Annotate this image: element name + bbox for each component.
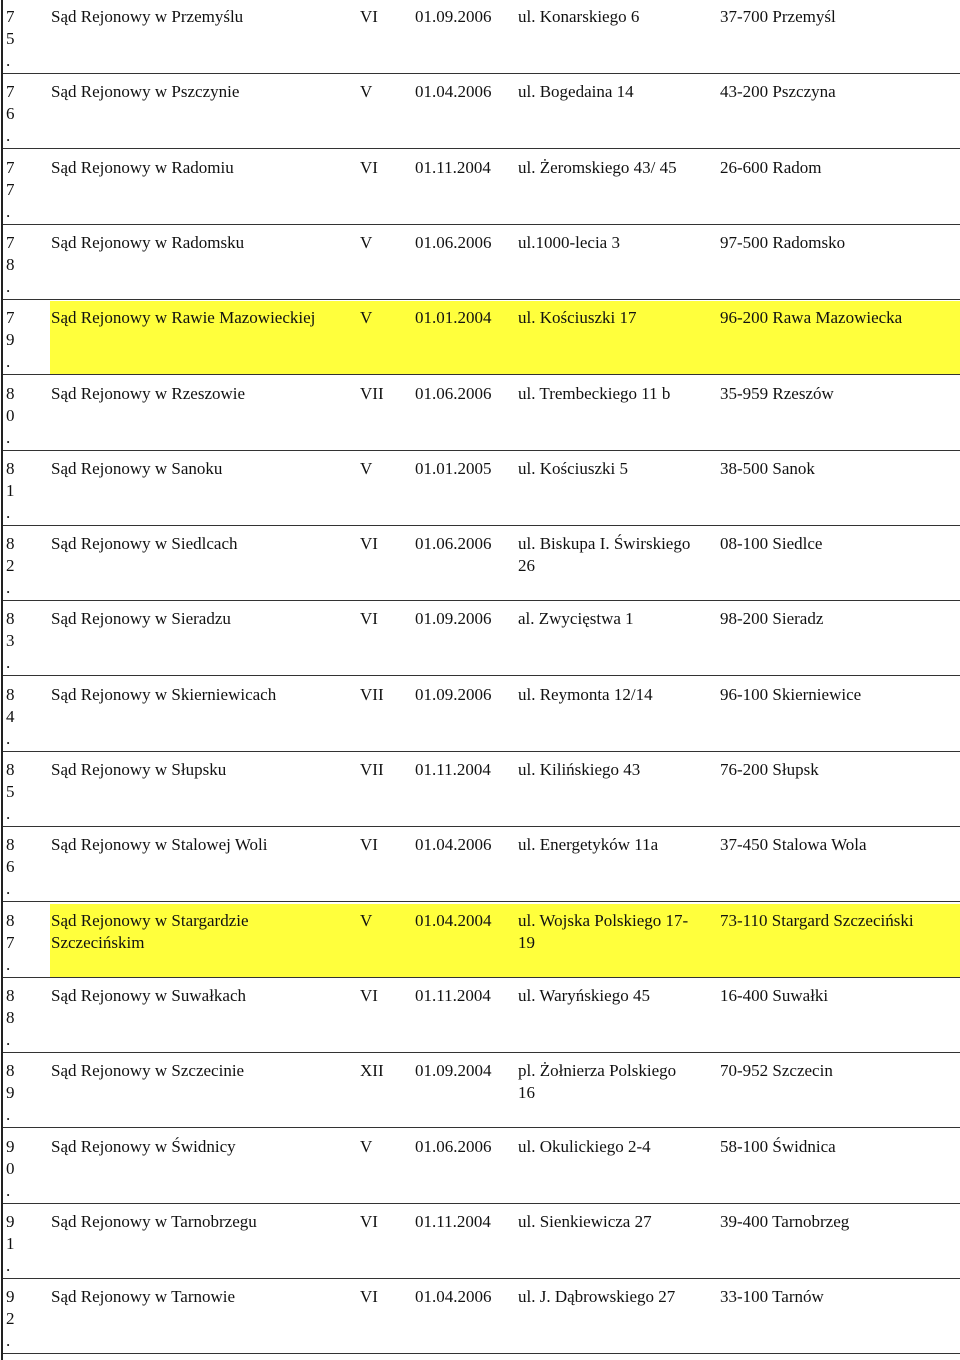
row-number-char: 2 [6, 1309, 15, 1328]
row-number [6, 759, 20, 825]
row-number [6, 232, 20, 298]
row-number [6, 81, 20, 147]
row-number [6, 383, 20, 449]
row-number-char: 7 [6, 7, 15, 26]
postal-city: 96-200 Rawa Mazowiecka [720, 308, 903, 327]
street-address: ul. Biskupa I. Świrskiego 26 [518, 534, 691, 575]
start-date: 01.06.2006 [415, 1137, 492, 1156]
table-row [3, 75, 960, 149]
street-address: ul. Reymonta 12/14 [518, 685, 653, 704]
row-number-char: 8 [6, 534, 15, 553]
court-name: Sąd Rejonowy w Pszczynie [51, 82, 240, 101]
row-number-char: 7 [6, 933, 15, 952]
court-name: Sąd Rejonowy w Tarnobrzegu [51, 1212, 257, 1231]
department-number: VI [360, 1212, 378, 1231]
street-address: ul. Waryńskiego 45 [518, 986, 650, 1005]
row-number-char: 1 [6, 1234, 15, 1253]
row-number-char: 8 [6, 1061, 15, 1080]
start-date: 01.11.2004 [415, 760, 491, 779]
department-number: V [360, 911, 373, 930]
postal-city: 35-959 Rzeszów [720, 384, 834, 403]
row-number-char: . [6, 955, 11, 974]
row-number-char: 8 [6, 459, 15, 478]
row-number [6, 1286, 20, 1352]
court-name: Sąd Rejonowy w Sanoku [51, 459, 223, 478]
court-name: Sąd Rejonowy w Suwałkach [51, 986, 247, 1005]
row-number-char: . [6, 202, 11, 221]
row-number-char: 0 [6, 406, 15, 425]
row-number-char: . [6, 126, 11, 145]
postal-city: 26-600 Radom [720, 158, 822, 177]
court-name: Sąd Rejonowy w Skierniewicach [51, 685, 277, 704]
row-number-char: 5 [6, 782, 15, 801]
row-number-char: . [6, 653, 11, 672]
postal-city: 33-100 Tarnów [720, 1287, 824, 1306]
start-date: 01.06.2006 [415, 233, 492, 252]
postal-city: 97-500 Radomsko [720, 233, 846, 252]
table-row [3, 0, 960, 74]
court-name: Sąd Rejonowy w Przemyślu [51, 7, 244, 26]
postal-city: 08-100 Siedlce [720, 534, 823, 553]
row-number [6, 910, 20, 976]
row-number-char: 1 [6, 481, 15, 500]
row-number [6, 458, 20, 524]
row-number-char: . [6, 503, 11, 522]
department-number: V [360, 82, 373, 101]
street-address: ul. Konarskiego 6 [518, 7, 640, 26]
postal-city: 73-110 Stargard Szczeciński [720, 911, 914, 930]
department-number: V [360, 459, 373, 478]
row-number [6, 1211, 20, 1277]
row-number-char: 8 [6, 255, 15, 274]
department-number: VI [360, 609, 378, 628]
row-number-char: 9 [6, 330, 15, 349]
row-number-char: . [6, 1181, 11, 1200]
court-name: Sąd Rejonowy w Rawie Mazowieckiej [51, 308, 316, 327]
row-number-char: . [6, 1331, 11, 1350]
start-date: 01.11.2004 [415, 1212, 491, 1231]
street-address: ul. Sienkiewicza 27 [518, 1212, 652, 1231]
department-number: XII [360, 1061, 384, 1080]
court-name: Sąd Rejonowy w Radomiu [51, 158, 234, 177]
table-row [3, 1130, 960, 1204]
row-number [6, 834, 20, 900]
postal-city: 39-400 Tarnobrzeg [720, 1212, 850, 1231]
start-date: 01.11.2004 [415, 986, 491, 1005]
row-number-char: 8 [6, 835, 15, 854]
court-name: Sąd Rejonowy w Stalowej Woli [51, 835, 268, 854]
table-row [3, 979, 960, 1053]
row-number [6, 985, 20, 1051]
department-number: V [360, 308, 373, 327]
start-date: 01.06.2006 [415, 384, 492, 403]
row-number [6, 1060, 20, 1126]
row-number-char: 7 [6, 82, 15, 101]
start-date: 01.11.2004 [415, 158, 491, 177]
postal-city: 96-100 Skierniewice [720, 685, 862, 704]
row-number-char: . [6, 277, 11, 296]
postal-city: 16-400 Suwałki [720, 986, 829, 1005]
row-number-char: 7 [6, 180, 15, 199]
start-date: 01.09.2004 [415, 1061, 492, 1080]
start-date: 01.01.2005 [415, 459, 492, 478]
row-number-char: . [6, 1030, 11, 1049]
row-number-char: 4 [6, 707, 15, 726]
row-number-char: 9 [6, 1212, 15, 1231]
street-address: ul. Żeromskiego 43/ 45 [518, 158, 677, 177]
department-number: VII [360, 760, 384, 779]
table-row [3, 301, 960, 375]
street-address: ul. Kościuszki 17 [518, 308, 637, 327]
row-number-char: 6 [6, 104, 15, 123]
row-number [6, 307, 20, 373]
row-number-char: . [6, 51, 11, 70]
postal-city: 37-450 Stalowa Wola [720, 835, 867, 854]
start-date: 01.09.2006 [415, 609, 492, 628]
table-row [3, 1280, 960, 1354]
row-number-char: . [6, 1256, 11, 1275]
department-number: VI [360, 158, 378, 177]
row-number-char: 5 [6, 29, 15, 48]
row-number-char: 7 [6, 233, 15, 252]
street-address: ul. Wojska Polskiego 17-19 [518, 911, 689, 952]
row-number [6, 1136, 20, 1202]
department-number: VII [360, 685, 384, 704]
department-number: VI [360, 1287, 378, 1306]
department-number: V [360, 233, 373, 252]
row-number-char: . [6, 729, 11, 748]
row-number [6, 684, 20, 750]
street-address: ul. Energetyków 11a [518, 835, 659, 854]
row-number-char: . [6, 1105, 11, 1124]
postal-city: 76-200 Słupsk [720, 760, 819, 779]
table-row [3, 1054, 960, 1128]
court-name: Sąd Rejonowy w Szczecinie [51, 1061, 245, 1080]
row-number-char: 7 [6, 308, 15, 327]
table-row [3, 828, 960, 902]
row-number-char: . [6, 879, 11, 898]
street-address: ul. Kościuszki 5 [518, 459, 629, 478]
street-address: ul. Trembeckiego 11 b [518, 384, 671, 403]
department-number: VI [360, 986, 378, 1005]
row-number-char: 8 [6, 1008, 15, 1027]
department-number: VII [360, 384, 384, 403]
row-number-char: . [6, 804, 11, 823]
row-number-char: . [6, 428, 11, 447]
postal-city: 70-952 Szczecin [720, 1061, 833, 1080]
street-address: al. Zwycięstwa 1 [518, 609, 634, 628]
row-number-char: 2 [6, 556, 15, 575]
court-name: Sąd Rejonowy w Słupsku [51, 760, 227, 779]
street-address: ul. Bogedaina 14 [518, 82, 634, 101]
court-name: Sąd Rejonowy w Tarnowie [51, 1287, 236, 1306]
row-number [6, 608, 20, 674]
row-number-char: 8 [6, 384, 15, 403]
table-row [3, 151, 960, 225]
street-address: pl. Żołnierza Polskiego 16 [518, 1061, 677, 1102]
row-number-char: 9 [6, 1137, 15, 1156]
postal-city: 38-500 Sanok [720, 459, 815, 478]
row-number-char: 9 [6, 1083, 15, 1102]
postal-city: 98-200 Sieradz [720, 609, 824, 628]
start-date: 01.06.2006 [415, 534, 492, 553]
court-name: Sąd Rejonowy w Siedlcach [51, 534, 238, 553]
postal-city: 43-200 Pszczyna [720, 82, 836, 101]
table-row [3, 904, 960, 978]
row-number [6, 533, 20, 599]
start-date: 01.09.2006 [415, 685, 492, 704]
table-row [3, 678, 960, 752]
row-number [6, 6, 20, 72]
row-number-char: 8 [6, 986, 15, 1005]
start-date: 01.04.2006 [415, 835, 492, 854]
postal-city: 58-100 Świdnica [720, 1137, 836, 1156]
row-number-char: 3 [6, 631, 15, 650]
court-name: Sąd Rejonowy w Sieradzu [51, 609, 231, 628]
table-row [3, 377, 960, 451]
row-number-char: 9 [6, 1287, 15, 1306]
street-address: ul. Kilińskiego 43 [518, 760, 641, 779]
table-row [3, 527, 960, 601]
row-number-char: . [6, 578, 11, 597]
street-address: ul.1000-lecia 3 [518, 233, 620, 252]
department-number: VI [360, 835, 378, 854]
row-number-char: 8 [6, 911, 15, 930]
department-number: VI [360, 534, 378, 553]
table-row [3, 753, 960, 827]
street-address: ul. J. Dąbrowskiego 27 [518, 1287, 676, 1306]
start-date: 01.04.2004 [415, 911, 492, 930]
row-number-char: 7 [6, 158, 15, 177]
row-number-char: 8 [6, 685, 15, 704]
row-number-char: 8 [6, 609, 15, 628]
row-number-char: 0 [6, 1159, 15, 1178]
start-date: 01.01.2004 [415, 308, 492, 327]
postal-city: 37-700 Przemyśl [720, 7, 836, 26]
table-row [3, 226, 960, 300]
row-number [6, 157, 20, 223]
start-date: 01.04.2006 [415, 82, 492, 101]
start-date: 01.09.2006 [415, 7, 492, 26]
street-address: ul. Okulickiego 2-4 [518, 1137, 651, 1156]
court-name: Sąd Rejonowy w Świdnicy [51, 1137, 236, 1156]
court-name: Sąd Rejonowy w Stargardzie Szczecińskim [51, 911, 249, 952]
row-number-char: 8 [6, 760, 15, 779]
table-row [3, 602, 960, 676]
row-number-char: . [6, 352, 11, 371]
department-number: VI [360, 7, 378, 26]
department-number: V [360, 1137, 373, 1156]
row-number-char: 6 [6, 857, 15, 876]
table-row [3, 452, 960, 526]
court-name: Sąd Rejonowy w Radomsku [51, 233, 245, 252]
start-date: 01.04.2006 [415, 1287, 492, 1306]
court-name: Sąd Rejonowy w Rzeszowie [51, 384, 246, 403]
table-row [3, 1205, 960, 1279]
